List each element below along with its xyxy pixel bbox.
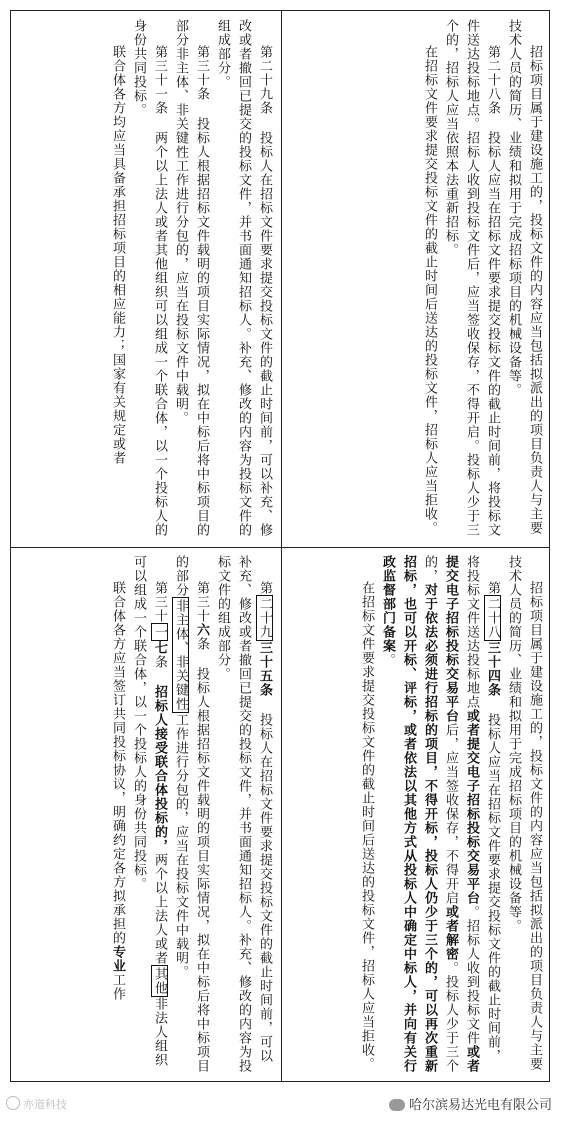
new-article-37-prefix: 第三十: [152, 581, 167, 623]
old-text-column-2: [11, 11, 281, 547]
comparison-table: [10, 10, 550, 1082]
new-article-36-text-2: 工作进行分包的，应当在投标文件中载明。: [173, 713, 188, 979]
new-article-37-added: 招标人接受联合体投标的，: [152, 685, 167, 853]
new-article-34-text-4: 。投标人少于三个的，: [422, 555, 458, 1073]
new-paragraph-7-text-2: 工作: [110, 973, 125, 1001]
new-number-35: 三十五条: [257, 641, 272, 697]
new-article-36: [170, 555, 212, 1075]
old-article-31: 第三十一条 两个以上法人或者其他组织可以组成一个联合体，以一个投标人的身份共同投标。: [131, 19, 167, 537]
new-article-36-prefix: 第三十: [194, 581, 209, 623]
old-paragraph-1: 招标项目属于建设施工的，投标文件的内容应当包括拟派出的项目负责人与主要技术人员的简历、业绩和拟用于完成招标项目的机械设备等。: [506, 19, 542, 535]
watermark-icon: [6, 1096, 20, 1110]
new-number-36: 六: [194, 623, 209, 637]
old-paragraph-3: 在招标文件要求提交投标文件的截止时间后送达的投标文件，招标人应当拒收。: [422, 45, 437, 535]
watermark-text: 亦道科技: [23, 1098, 67, 1111]
new-article-34-prefix: 第: [485, 581, 500, 595]
new-article-37-text-2: 非法人组织可以组成一个联合体，以一个投标人的身份共同投标。: [131, 555, 167, 1067]
footer: [0, 1092, 562, 1118]
new-article-35: [212, 555, 275, 1075]
new-article-35-prefix: 第: [257, 581, 272, 595]
company-name: 哈尔滨易达光电有限公司: [408, 1098, 552, 1113]
new-article-36-boxed: 非主体、非关键性: [173, 599, 188, 711]
new-text-column-2: [11, 547, 281, 1083]
new-article-34-text-3: 后，应当签收保存，不得开启: [443, 723, 458, 905]
old-text-column: [281, 11, 551, 547]
new-article-34-text-2: 。招标人收到投标文件: [464, 905, 479, 1045]
old-article-29: 第二十九条 投标人在招标文件要求提交投标文件的截止时间前，可以补充、修改或者撤回已提交的投标文件，并书面通知招标人。补充、修改的内容为投标文件的组成部分。: [215, 19, 272, 537]
new-number-34: 三十四条: [485, 641, 500, 697]
new-paragraph-7-text-1: 联合体各方应当签订共同投标协议，明确约定各方拟承担的: [110, 581, 125, 945]
new-article-34-added-3: 或者解密: [443, 905, 458, 961]
old-number-28: 二十八: [485, 597, 500, 639]
new-paragraph-7-added: 专业: [110, 945, 125, 973]
wechat-icon: [389, 1099, 405, 1111]
new-article-37: [128, 555, 170, 1075]
new-article-34-text-5: 。: [380, 653, 395, 667]
new-article-37-boxed: 其他: [152, 967, 167, 995]
new-article-34-added-2: 或者提交电子招标投标交易平台: [443, 555, 479, 1073]
new-text-column: [281, 547, 551, 1083]
new-paragraph-1: 招标项目属于建设施工的，投标文件的内容应当包括拟派出的项目负责人与主要技术人员的简历、业绩和拟用于完成招标项目的机械设备等。: [506, 555, 542, 1071]
old-number-29: 二十九: [257, 597, 272, 639]
company-attribution: [389, 1094, 552, 1113]
new-article-37-text-1: 两个以上法人或者: [152, 853, 167, 965]
new-article-37-suffix: 条: [152, 655, 167, 685]
new-article-35-text: 投标人在招标文件要求提交投标文件的截止时间前，可以补充、修改或者撤回已提交的投标文件，并书面通知招标人。补充、修改的内容为投标文件的组成部分。: [215, 555, 272, 1073]
new-article-34-added-1: 或者提交电子招标投标交易平台: [464, 709, 479, 905]
new-paragraph-3: 在招标文件要求提交投标文件的截止时间后送达的投标文件，招标人应当拒收。: [359, 581, 374, 1071]
new-article-34-added-4: 对于依法必须进行招标的项目，不得开标，投标人仍少于三个的，可以再次重新招标，也可以开标、评标，或者依法以其他方式从投标人中确定中标人，并向有关行政监督部门备案: [380, 555, 437, 1073]
new-number-37: 七: [152, 641, 167, 655]
old-article-30: 第三十条 投标人根据招标文件载明的项目实际情况，拟在中标后将中标项目的部分非主体、非关键性工作进行分包的，应当在投标文件中载明。: [173, 19, 209, 537]
new-article-34: [377, 555, 503, 1075]
old-paragraph-7: 联合体各方均应当具备承担招标项目的相应能力；国家有关规定或者: [110, 45, 125, 465]
old-number-31: 一: [152, 625, 167, 639]
watermark: [6, 1096, 67, 1112]
new-article-36-text-1: 条 投标人根据招标文件载明的项目实际情况，拟在中标后将中标项目的部分: [173, 555, 209, 1073]
old-article-28: 第二十八条 投标人应当在招标文件要求提交投标文件的截止时间前，将投标文件送达投标地点。招标人收到投标文件后，应当签收保存，不得开启。投标人少于三个的，招标人应当依照本法重新招标。: [443, 19, 500, 537]
new-paragraph-7: [107, 555, 128, 1075]
new-article-34-text-1: 投标人应当在招标文件要求提交投标文件的截止时间前，将投标文件送达投标地点: [464, 555, 500, 1063]
